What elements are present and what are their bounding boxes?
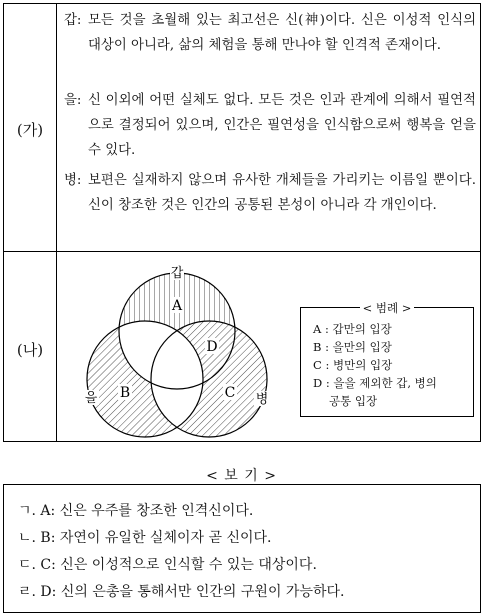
region-d-label: D bbox=[206, 339, 218, 355]
section-na-label: (나) bbox=[16, 341, 44, 359]
label-eul: 을 bbox=[84, 391, 98, 406]
section-ga-label: (가) bbox=[16, 121, 44, 139]
bogi-title: < 보 기 > bbox=[206, 468, 277, 484]
speaker-eul: 을: bbox=[64, 93, 82, 108]
legend-item: D : 을을 제외한 갑, 병의 bbox=[313, 376, 437, 390]
speaker-gap: 갑: bbox=[64, 13, 82, 28]
bogi-item: ㄴ. B: 자연이 유일한 실체이자 곧 신이다. bbox=[18, 530, 272, 546]
question-table bbox=[3, 3, 481, 442]
bogi-item: ㄱ. A: 신은 우주를 창조한 인격신이다. bbox=[18, 503, 254, 519]
legend-item: 공통 입장 bbox=[329, 394, 378, 408]
speaker-byeong: 병: bbox=[64, 173, 82, 188]
statement-gap-text: 모든 것을 초월해 있는 최고선은 신(神)이다. 신은 이성적 인식의 대상이 아니라, 삶의 체험을 통해 만나야 할 인격적 존재이다. bbox=[88, 13, 476, 53]
label-gap: 갑 bbox=[170, 266, 184, 281]
region-a-label: A bbox=[171, 298, 183, 314]
bogi-box bbox=[3, 484, 481, 613]
bogi-item: ㄹ. D: 신의 은총을 통해서만 인간의 구원이 가능하다. bbox=[18, 584, 345, 600]
bogi-item: ㄷ. C: 신은 이성적으로 인식할 수 있는 대상이다. bbox=[18, 557, 317, 573]
legend-box bbox=[300, 301, 474, 417]
region-c-label: C bbox=[224, 385, 236, 401]
legend-item: A : 갑만의 입장 bbox=[313, 322, 392, 336]
statement-byeong-text: 보편은 실재하지 않으며 유사한 개체들을 가리키는 이름일 뿐이다. 신이 창조한 것은 인간의 공통된 본성이 아니라 각 개인이다. bbox=[88, 173, 476, 213]
legend-title: < 범례 > bbox=[360, 301, 415, 315]
region-b-label: B bbox=[119, 385, 131, 401]
label-byeong: 병 bbox=[255, 392, 269, 407]
statement-eul-text: 신 이외에 어떤 실체도 없다. 모든 것은 인과 관계에 의해서 필연적으로 결정되어 있으며, 인간은 필연성을 인식함으로써 행복을 얻을 수 있다. bbox=[88, 93, 476, 158]
legend-item: C : 병만의 입장 bbox=[313, 358, 393, 372]
legend-item: B : 을만의 입장 bbox=[313, 340, 392, 354]
